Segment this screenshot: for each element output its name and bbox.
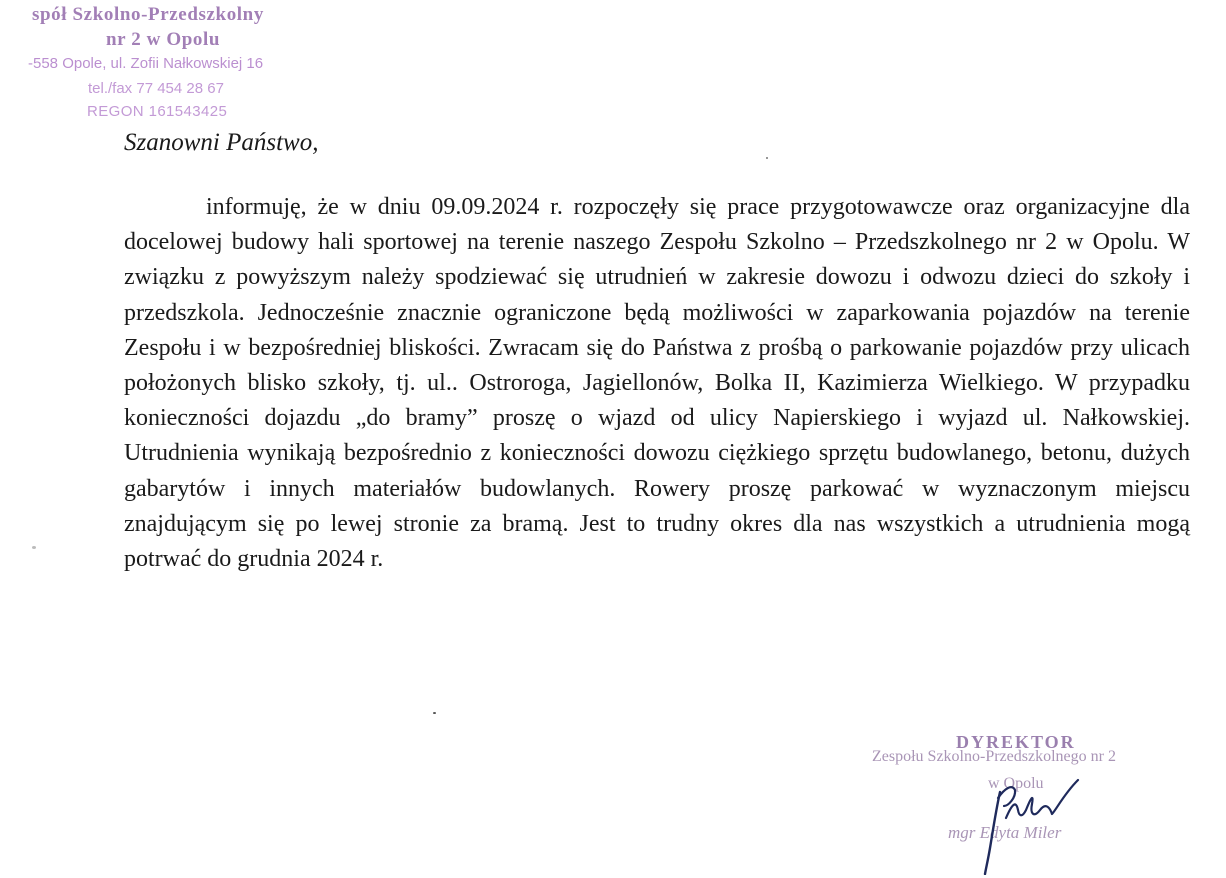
stamp-phone: tel./fax 77 454 28 67: [88, 80, 224, 97]
school-stamp: [0, 0, 360, 125]
letter-body: informuję, że w dniu 09.09.2024 r. rozpoczęły się prace przygotowawcze oraz organizacyjne dla docelowej budowy hali sportowej na terenie naszego Zespołu Szkolno – Przedszkolnego nr 2 w Opolu. W związku z powyższym należy spodziewać się utrudnień w zakresie dowozu i odwozu dzieci do szkoły i przedszkola. Jednocześnie znacznie ograniczone będą możliwości w zaparkowania pojazdów na terenie Zespołu i w bezpośredniej bliskości. Zwracam się do Państwa z prośbą o parkowanie pojazdów przy ulicach położonych blisko szkoły, tj. ul.. Ostroroga, Jagiellonów, Bolka II, Kazimierza Wielkiego. W przypadku konieczności dojazdu „do bramy” proszę o wjazd od ulicy Napierskiego i wyjazd ul. Nałkowskiej. Utrudnienia wynikają bezpośrednio z konieczności dowozu ciężkiego sprzętu budowlanego, betonu, dużych gabarytów i innych materiałów budowlanych. Rowery proszę parkować w wyznaczonym miejscu znajdującym się po lewej stronie za bramą. Jest to trudny okres dla nas wszystkich a utrudnienia mogą potrwać do grudnia 2024 r.: [124, 194, 1190, 573]
director-place: w Opolu: [988, 775, 1044, 792]
director-title: DYREKTOR: [956, 732, 1076, 752]
stamp-regon: REGON 161543425: [87, 103, 228, 120]
stamp-address: -558 Opole, ul. Zofii Nałkowskiej 16: [28, 55, 264, 72]
scan-speck: [32, 546, 36, 549]
stamp-school-number: nr 2 w Opolu: [106, 29, 221, 50]
director-organization: Zespołu Szkolno-Przedszkolnego nr 2: [872, 748, 1116, 765]
handwritten-signature: [960, 770, 1100, 875]
scan-speck: [766, 157, 768, 159]
scan-speck: [433, 712, 436, 714]
director-name: mgr Edyta Miler: [948, 823, 1062, 842]
salutation: Szanowni Państwo,: [124, 129, 319, 156]
director-signature-block: [860, 720, 1200, 878]
stamp-school-name: spół Szkolno-Przedszkolny: [32, 4, 264, 25]
